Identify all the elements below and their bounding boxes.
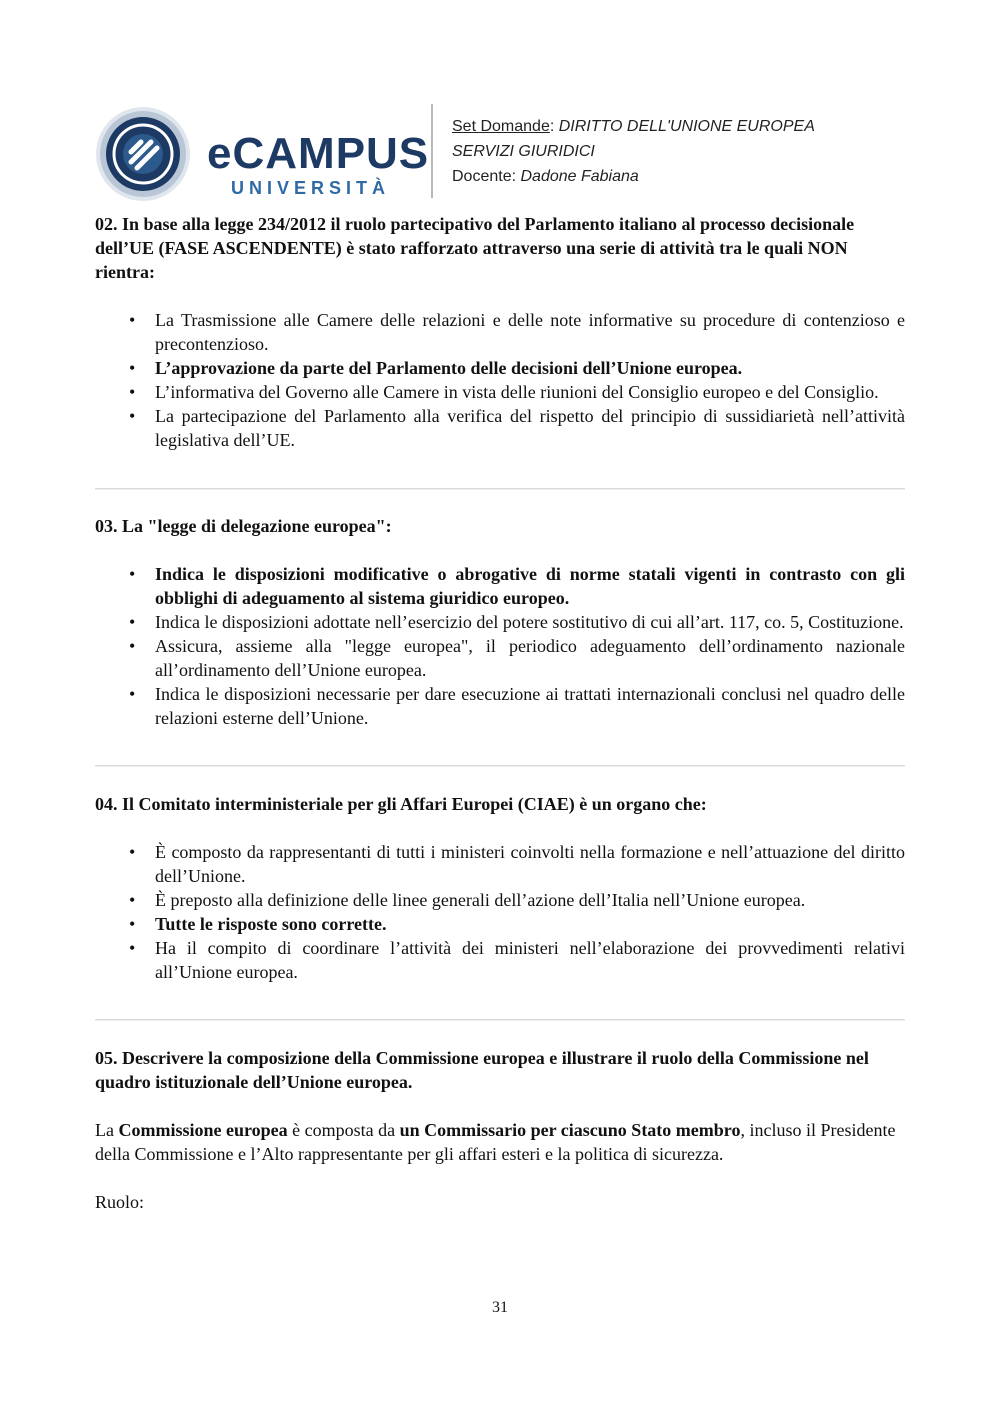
course-info: Set Domande: DIRITTO DELL'UNIONE EUROPEA SERVIZI GIURIDICI Docente: Dadone Fabiana	[452, 118, 815, 185]
teacher-label: Docente	[452, 168, 512, 185]
answer-item: • La Trasmissione alle Camere delle relazioni e delle note informative su procedure di contenzioso e precontenzioso.	[129, 310, 905, 354]
answer-item: • È preposto alla definizione delle linee generali dell’azione dell’Italia nell’Unione europea.	[129, 890, 806, 910]
question-title: 05. Descrivere la composizione della Commissione europea e illustrare il ruolo della Commissione nel quadro istituzionale dell’Unione europea.	[95, 1048, 869, 1092]
bullet: •	[129, 406, 136, 426]
role-label: Ruolo:	[95, 1192, 145, 1212]
question-04	[95, 792, 905, 984]
answer-list	[95, 840, 905, 984]
bullet: •	[129, 564, 136, 584]
answer-list	[95, 562, 905, 730]
answer-item: • È composto da rappresentanti di tutti i ministeri coinvolti nella formazione e nell’attuazione del diritto dell’Unione.	[129, 842, 905, 886]
question-05	[95, 1046, 905, 1214]
question-title: 04. Il Comitato interministeriale per gli Affari Europei (CIAE) è un organo che:	[95, 794, 707, 814]
bullet: •	[129, 636, 136, 656]
page-content	[95, 212, 905, 1214]
bullet: •	[129, 684, 136, 704]
bullet: •	[129, 358, 136, 378]
bullet: •	[129, 382, 136, 402]
question-title: 03. La "legge di delegazione europea":	[95, 516, 392, 536]
question-03	[95, 514, 905, 730]
ecampus-logo	[207, 126, 430, 198]
answer-item-correct: • Tutte le risposte sono corrette.	[129, 914, 387, 934]
page-header	[95, 102, 905, 200]
section-divider	[95, 488, 905, 490]
set-label: Set Domande	[452, 118, 550, 135]
answer-item: • Indica le disposizioni adottate nell’esercizio del potere sostitutivo di cui all’art. 117, co. 5, Costituzione.	[129, 612, 904, 632]
bold-term: un Commissario per ciascuno Stato membro	[399, 1120, 741, 1140]
question-title: 02. In base alla legge 234/2012 il ruolo partecipativo del Parlamento italiano al processo decisionale dell’UE (FASE ASCENDENTE) è stato rafforzato attraverso una serie di attività tra le quali NON rientra:	[95, 214, 855, 282]
answer-list	[95, 308, 905, 452]
section-divider	[95, 765, 905, 767]
logo-subtitle: UNIVERSITÀ	[231, 178, 391, 198]
answer-item: • La partecipazione del Parlamento alla verifica del rispetto del principio di sussidiarietà nell’attività legislativa dell’UE.	[129, 406, 905, 450]
set-value: DIRITTO DELL'UNIONE EUROPEA	[558, 118, 815, 135]
page-number: 31	[492, 1299, 508, 1316]
bullet: •	[129, 938, 136, 958]
answer-item: • Ha il compito di coordinare l’attività dei ministeri nell’elaborazione dei provvedimenti relativi all’Unione europea.	[129, 938, 905, 982]
question-02	[95, 212, 905, 452]
answer-item-correct: • L’approvazione da parte del Parlamento delle decisioni dell’Unione europea.	[129, 358, 743, 378]
bullet: •	[129, 842, 136, 862]
header-divider	[431, 104, 433, 198]
answer-item: • Assicura, assieme alla "legge europea", il periodico adeguamento dell’ordinamento nazionale all’ordinamento dell’Unione europea.	[129, 636, 905, 680]
teacher-name: Dadone Fabiana	[520, 168, 639, 185]
university-seal-icon	[95, 106, 191, 202]
bullet: •	[129, 612, 136, 632]
answer-paragraph: La Commissione europea è composta da un Commissario per ciascuno Stato membro, incluso il Presidente della Commissione e l’Alto rappresentante per gli affari esteri e la politica di sicurezza.	[95, 1120, 896, 1164]
bullet: •	[129, 890, 136, 910]
bold-term: Commissione europea	[118, 1120, 288, 1140]
bullet: •	[129, 914, 136, 934]
bullet: •	[129, 310, 136, 330]
logo-wordmark: eCAMPUS	[207, 129, 430, 178]
answer-item: • L’informativa del Governo alle Camere in vista delle riunioni del Consiglio europeo e del Consiglio.	[129, 382, 879, 402]
section-divider	[95, 1019, 905, 1021]
answer-item: • Indica le disposizioni necessarie per dare esecuzione ai trattati internazionali conclusi nel quadro delle relazioni esterne dell’Unione.	[129, 684, 905, 728]
answer-item-correct: • Indica le disposizioni modificative o abrogative di norme statali vigenti in contrasto con gli obblighi di adeguamento al sistema giuridico europeo.	[129, 564, 905, 608]
course-name: SERVIZI GIURIDICI	[452, 143, 595, 160]
